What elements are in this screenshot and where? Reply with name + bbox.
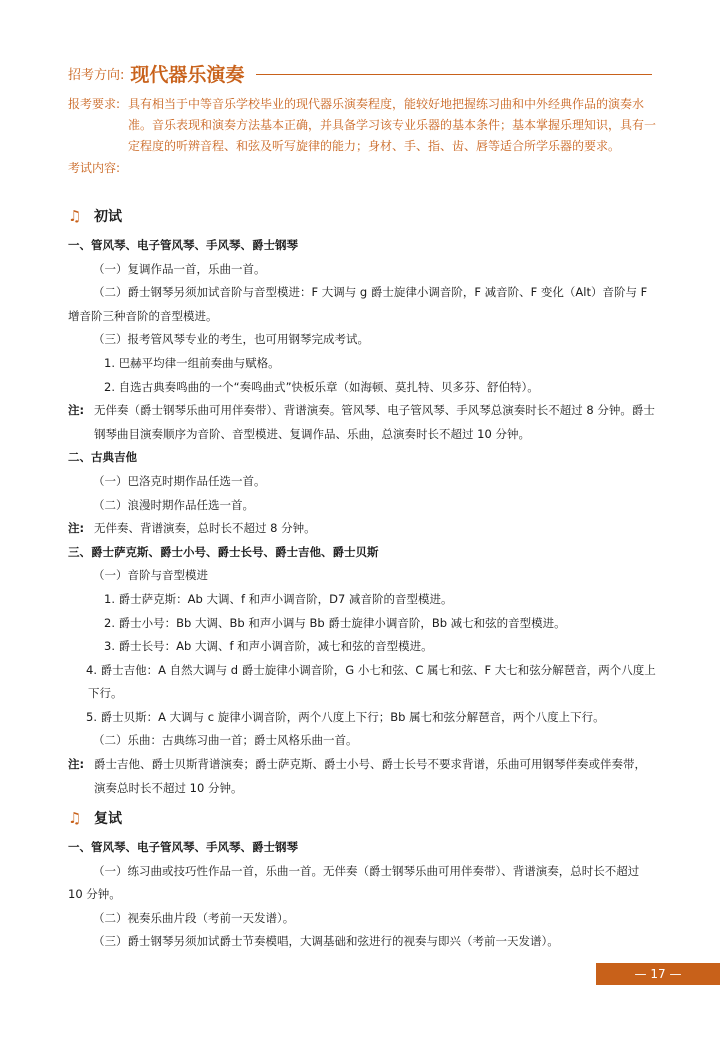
requirements-text: 具有相当于中等音乐学校毕业的现代器乐演奏程度，能较好地把握练习曲和中外经典作品的演奏水准。音乐表现和演奏方法基本正确，并具备学习该专业乐器的基本条件；基本掌握乐理知识，具有一定程度的听辨音程、和弦及听写旋律的能力；身材、手、指、齿、唇等适合所学乐器的要求。 <box>128 97 657 153</box>
final-content <box>68 836 656 954</box>
list-item: （一）音阶与音型模进 <box>93 568 208 583</box>
list-item: （一）练习曲或技巧性作品一首，乐曲一首。无伴奏（爵士钢琴乐曲可用伴奏带）、背谱演奏，总时长不超过 10 分钟。 <box>68 863 640 902</box>
note-label: 注: <box>68 403 85 418</box>
page-title: 现代器乐演奏 <box>130 63 245 86</box>
list-item: （二）爵士钢琴另须加试音阶与音型模进：F 大调与 g 爵士旋律小调音阶，F 减音阶、F 变化（Alt）音阶与 F 增音阶三种音阶的音型模进。 <box>68 285 648 323</box>
group-heading: 一、管风琴、电子管风琴、手风琴、爵士钢琴 <box>68 238 298 252</box>
title-rule <box>256 74 652 75</box>
section-title: 复试 <box>94 811 122 827</box>
note-label: 注: <box>68 521 85 536</box>
group-heading: 二、古典吉他 <box>68 450 137 465</box>
group-heading: 一、管风琴、电子管风琴、手风琴、爵士钢琴 <box>68 840 298 854</box>
section-title: 初试 <box>94 209 122 225</box>
note <box>68 753 656 800</box>
section-preliminary <box>68 206 122 226</box>
note <box>68 399 656 446</box>
list-item: （三）爵士钢琴另须加试爵士节奏模唱，大调基础和弦进行的视奏与即兴（考前一天发谱）。 <box>93 934 559 949</box>
note-text: 无伴奏、背谱演奏，总时长不超过 8 分钟。 <box>94 521 316 536</box>
note <box>68 517 656 541</box>
music-note-icon: ♫ <box>68 809 82 827</box>
list-item: （二）乐曲：古典练习曲一首；爵士风格乐曲一首。 <box>93 733 358 748</box>
list-item: （三）报考管风琴专业的考生，也可用钢琴完成考试。 <box>93 332 369 347</box>
requirements-label: 报考要求: <box>68 97 121 111</box>
list-item: 2. 爵士小号：Bb 大调、Bb 和声小调与 Bb 爵士旋律小调音阶，Bb 减七和弦的音型模进。 <box>104 615 566 630</box>
list-item: （一）巴洛克时期作品任选一首。 <box>93 473 266 488</box>
note-text: 爵士吉他、爵士贝斯背谱演奏；爵士萨克斯、爵士小号、爵士长号不要求背谱，乐曲可用钢琴伴奏或伴奏带，演奏总时长不超过 10 分钟。 <box>94 757 646 795</box>
list-item: 1. 巴赫平均律一组前奏曲与赋格。 <box>104 355 280 370</box>
music-note-icon: ♫ <box>68 207 82 225</box>
list-item: 5. 爵士贝斯：A 大调与 c 旋律小调音阶，两个八度上下行；Bb 属七和弦分解琶音，两个八度上下行。 <box>86 709 605 724</box>
list-item: （一）复调作品一首，乐曲一首。 <box>93 261 266 276</box>
requirements-block <box>68 94 658 179</box>
list-item: 1. 爵士萨克斯：Ab 大调、f 和声小调音阶，D7 减音阶的音型模进。 <box>104 591 453 606</box>
section-final <box>68 808 122 828</box>
list-item: （二）视奏乐曲片段（考前一天发谱）。 <box>93 910 295 925</box>
group-heading: 三、爵士萨克斯、爵士小号、爵士长号、爵士吉他、爵士贝斯 <box>68 544 379 559</box>
list-item: 3. 爵士长号：Ab 大调、f 和声小调音阶，减七和弦的音型模进。 <box>104 639 433 654</box>
list-item: 2. 自选古典奏鸣曲的一个“奏鸣曲式”快板乐章（如海顿、莫扎特、贝多芬、舒伯特）。 <box>104 379 539 394</box>
title-row <box>68 58 652 88</box>
exam-content-label: 考试内容: <box>68 161 121 175</box>
preliminary-content <box>68 234 656 800</box>
list-item: 4. 爵士吉他：A 自然大调与 d 爵士旋律小调音阶，G 小七和弦、C 属七和弦、F 大七和弦分解琶音，两个八度上下行。 <box>86 662 656 701</box>
page-number: — 17 — <box>596 963 720 985</box>
list-item: （二）浪漫时期作品任选一首。 <box>93 497 254 512</box>
note-label: 注: <box>68 757 85 772</box>
note-text: 无伴奏（爵士钢琴乐曲可用伴奏带）、背谱演奏。管风琴、电子管风琴、手风琴总演奏时长不超过 8 分钟。爵士钢琴曲目演奏顺序为音阶、音型模进、复调作品、乐曲，总演奏时长不超过 10 分钟。 <box>94 403 655 441</box>
title-prefix: 招考方向: <box>68 67 125 83</box>
